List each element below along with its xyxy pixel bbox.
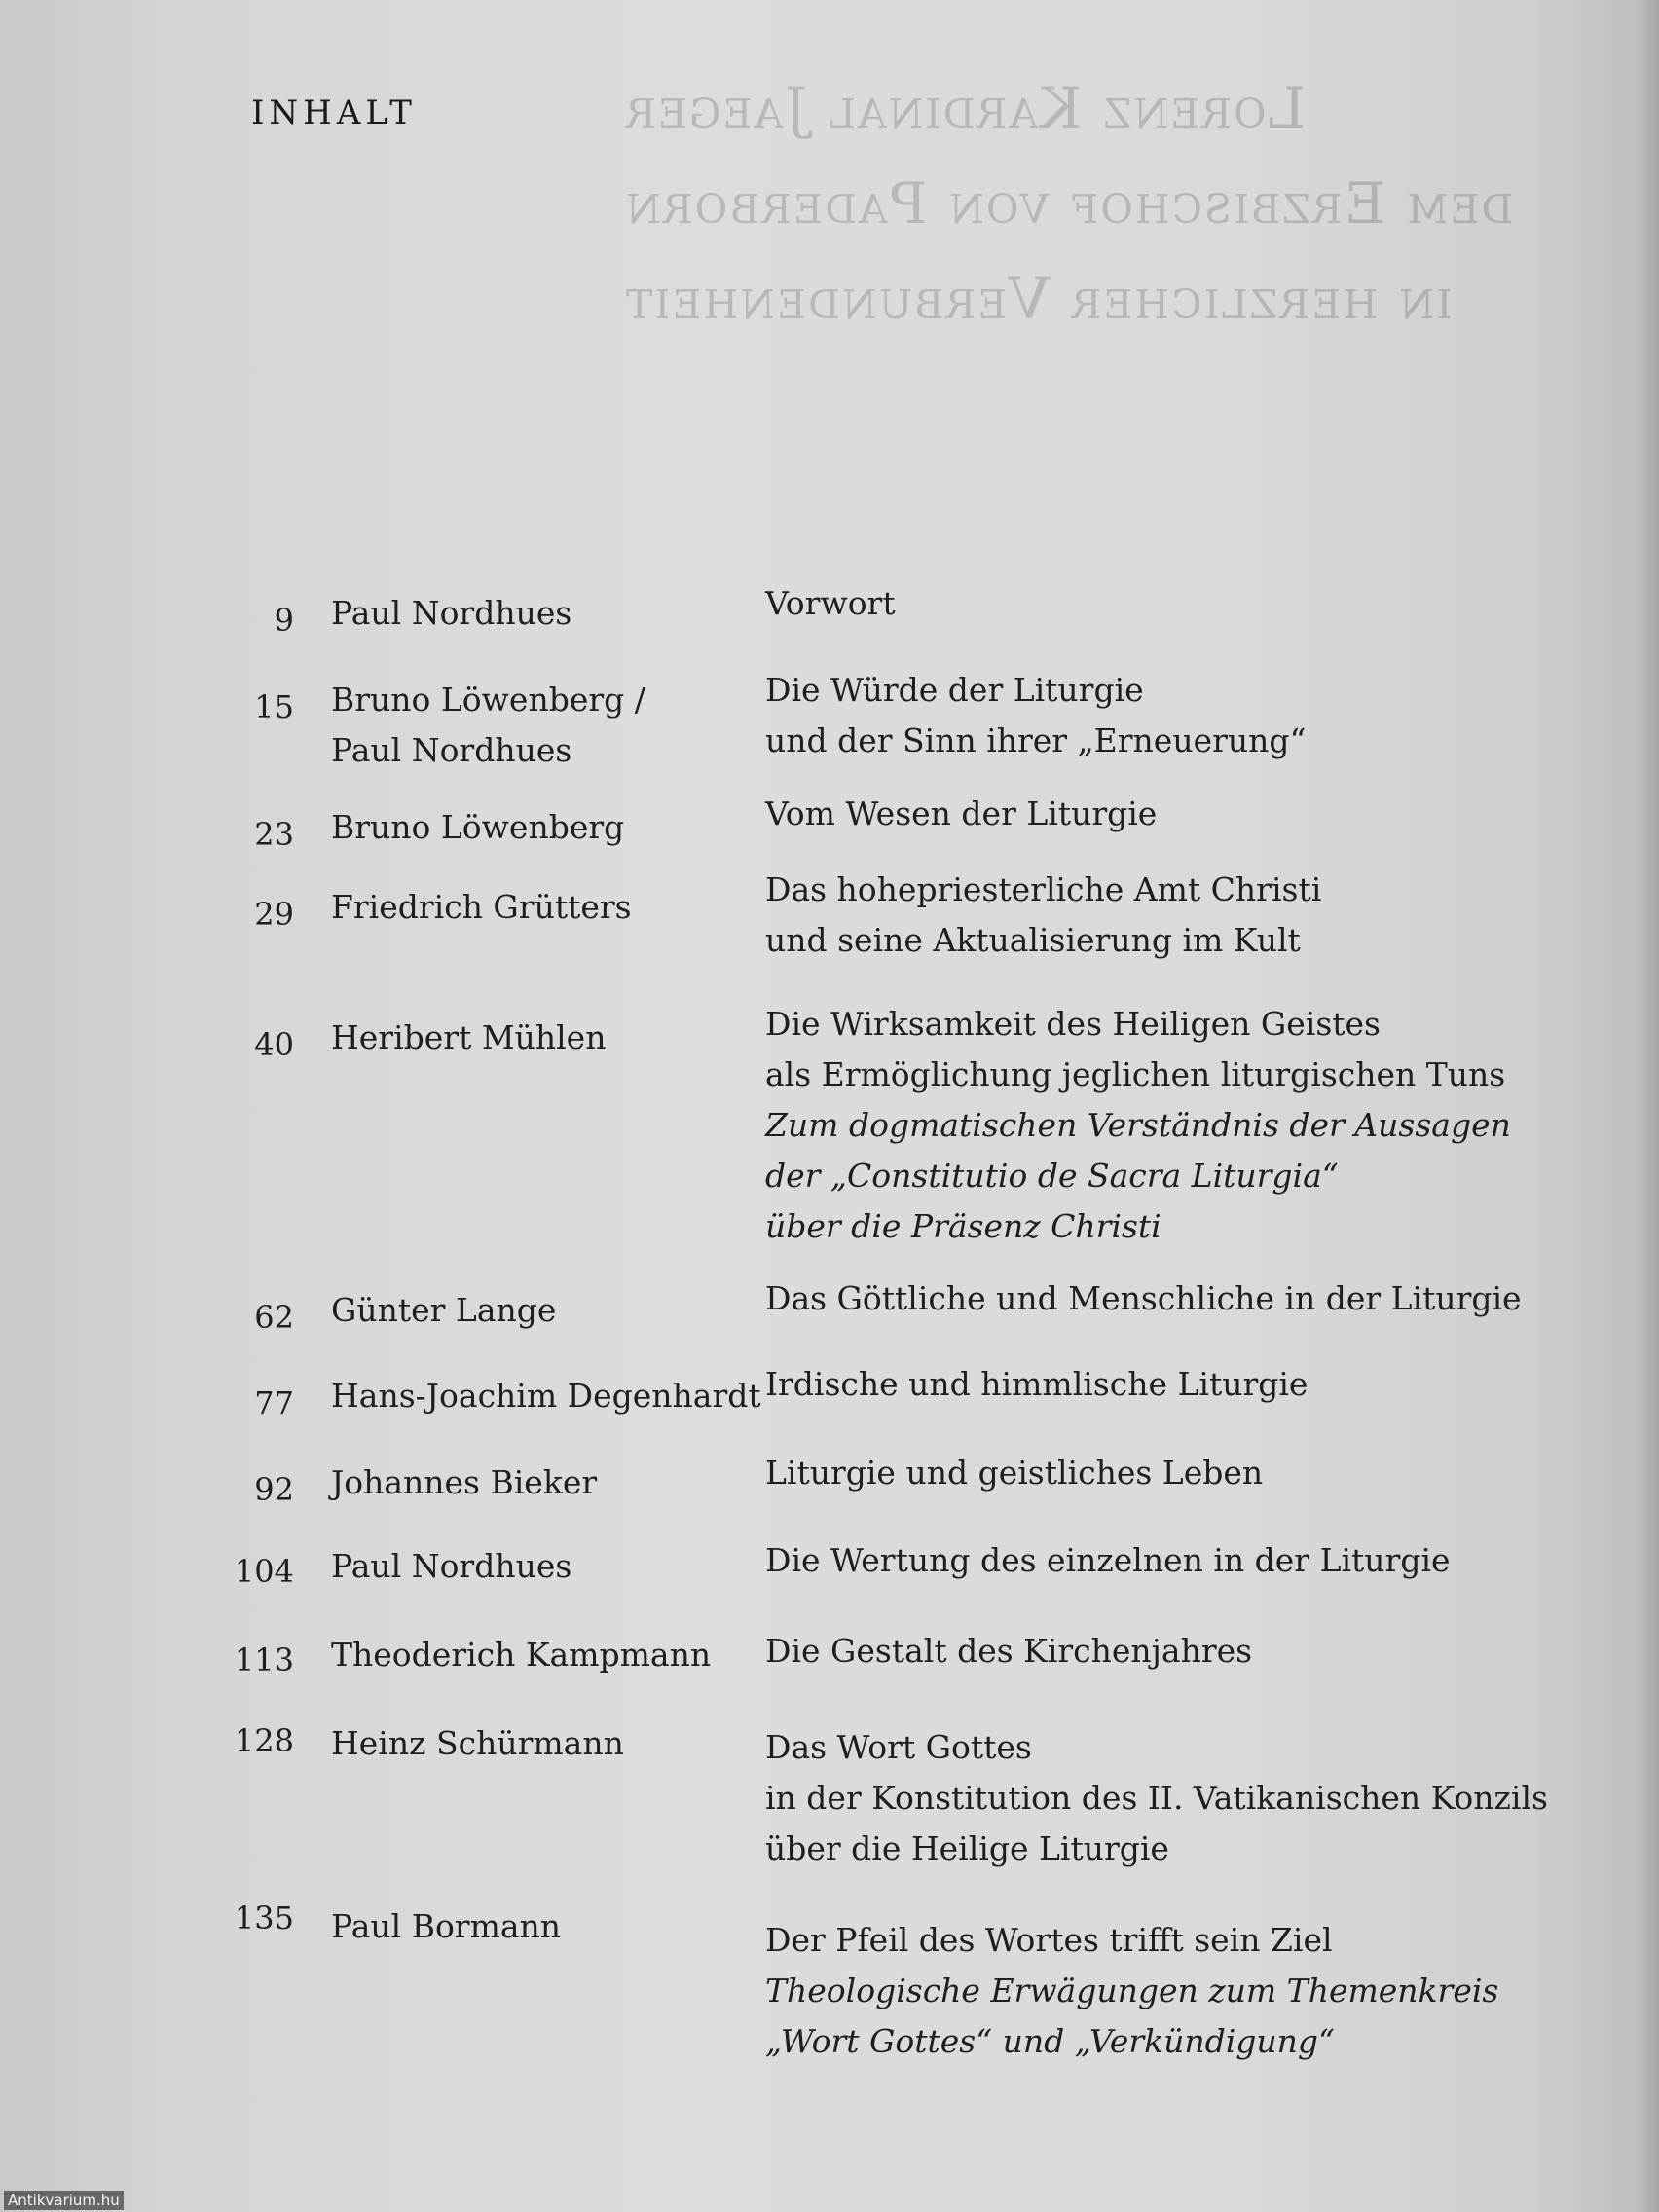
toc-page-number: 92 <box>254 1471 294 1508</box>
toc-author-line: Paul Nordhues <box>331 594 572 632</box>
toc-page-number: 23 <box>254 816 294 853</box>
toc-author-line: Friedrich Grütters <box>331 888 632 926</box>
toc-author-line: Heribert Mühlen <box>331 1018 607 1056</box>
toc-title-line: Liturgie und geistliches Leben <box>765 1454 1264 1492</box>
toc-author-line: Paul Nordhues <box>331 731 572 769</box>
toc-page-number: 113 <box>234 1641 294 1678</box>
toc-page-number: 62 <box>254 1299 294 1336</box>
toc-author <box>331 882 740 933</box>
toc-author <box>331 1285 740 1336</box>
toc-page-number: 128 <box>234 1722 294 1759</box>
toc-author <box>331 1371 761 1421</box>
toc-author-line: Paul Bormann <box>331 1907 562 1945</box>
toc-author <box>331 1457 740 1508</box>
toc-title <box>765 999 1544 1252</box>
toc-author <box>331 1013 740 1063</box>
toc-title <box>765 578 1544 629</box>
toc-author <box>331 1718 740 1769</box>
toc-title-line: in der Konstitution des II. Vatikanischen Konzils <box>765 1779 1548 1817</box>
toc-page-number: 40 <box>254 1026 294 1063</box>
toc-title <box>765 1915 1544 2067</box>
site-watermark: Antikvarium.hu <box>4 2191 124 2210</box>
toc-author <box>331 1541 740 1592</box>
toc-title <box>765 865 1544 966</box>
toc-author-line: Bruno Löwenberg / <box>331 681 645 719</box>
show-through-dedication <box>624 60 1513 347</box>
toc-title <box>765 1722 1548 1874</box>
toc-author <box>331 1630 740 1680</box>
ghost-line: in herzlicher Verbundenheit <box>623 266 1453 332</box>
toc-title-line: Das Wort Gottes <box>765 1728 1032 1766</box>
toc-author-line: Günter Lange <box>331 1291 557 1329</box>
toc-subtitle-line: über die Präsenz Christi <box>765 1207 1161 1245</box>
toc-author <box>331 675 740 776</box>
toc-title-line: und der Sinn ihrer „Erneuerung“ <box>765 721 1307 759</box>
toc-title-line: Die Wertung des einzelnen in der Liturgie <box>765 1541 1451 1579</box>
toc-author-line: Heinz Schürmann <box>331 1724 624 1762</box>
toc-title <box>765 1535 1544 1586</box>
toc-title-line: über die Heilige Liturgie <box>765 1829 1169 1867</box>
toc-title-line: als Ermöglichung jeglichen liturgischen Tuns <box>765 1055 1506 1093</box>
toc-title-line: Das hohepriesterliche Amt Christi <box>765 870 1322 908</box>
toc-title <box>765 1448 1544 1498</box>
toc-title <box>765 1626 1544 1677</box>
toc-title-line: Die Würde der Liturgie <box>765 671 1144 709</box>
toc-heading: INHALT <box>251 93 417 132</box>
toc-page-number: 29 <box>254 896 294 933</box>
toc-page-number: 15 <box>254 688 294 725</box>
toc-page-number: 104 <box>234 1553 294 1590</box>
toc-title-line: Die Wirksamkeit des Heiligen Geistes <box>765 1005 1381 1043</box>
toc-title <box>765 1359 1544 1410</box>
toc-page-number: 77 <box>254 1384 294 1421</box>
toc-title <box>765 789 1544 839</box>
toc-title-line: Das Göttliche und Menschliche in der Liturgie <box>765 1279 1522 1317</box>
toc-title <box>765 665 1544 766</box>
toc-author-line: Bruno Löwenberg <box>331 808 625 846</box>
toc-title-line: Vom Wesen der Liturgie <box>765 794 1158 832</box>
toc-author-line: Johannes Bieker <box>331 1463 598 1501</box>
toc-author <box>331 588 740 639</box>
ghost-line: dem Erzbischof von Paderborn <box>623 170 1513 237</box>
toc-page-number: 135 <box>234 1899 294 1936</box>
toc-title-line: und seine Aktualisierung im Kult <box>765 921 1301 959</box>
toc-author-line: Theoderich Kampmann <box>331 1636 712 1674</box>
toc-title-line: Der Pfeil des Wortes trifft sein Ziel <box>765 1921 1333 1959</box>
toc-title-line: Die Gestalt des Kirchenjahres <box>765 1632 1253 1670</box>
toc-subtitle-line: der „Constitutio de Sacra Liturgia“ <box>765 1157 1339 1195</box>
toc-author <box>331 1901 740 1952</box>
toc-title-line: Vorwort <box>765 584 896 622</box>
toc-author <box>331 802 740 853</box>
toc-title <box>765 1273 1544 1324</box>
toc-author-line: Paul Nordhues <box>331 1547 572 1585</box>
toc-subtitle-line: Zum dogmatischen Verständnis der Aussagen <box>765 1106 1511 1144</box>
toc-title-line: Irdische und himmlische Liturgie <box>765 1365 1309 1403</box>
toc-subtitle-line: Theologische Erwägungen zum Themenkreis <box>765 1972 1499 2009</box>
toc-subtitle-line: „Wort Gottes“ und „Verkündigung“ <box>765 2022 1335 2060</box>
toc-author-line: Hans-Joachim Degenhardt <box>331 1377 761 1415</box>
toc-page-number: 9 <box>274 602 294 639</box>
ghost-line: Lorenz Kardinal Jaeger <box>623 75 1306 141</box>
